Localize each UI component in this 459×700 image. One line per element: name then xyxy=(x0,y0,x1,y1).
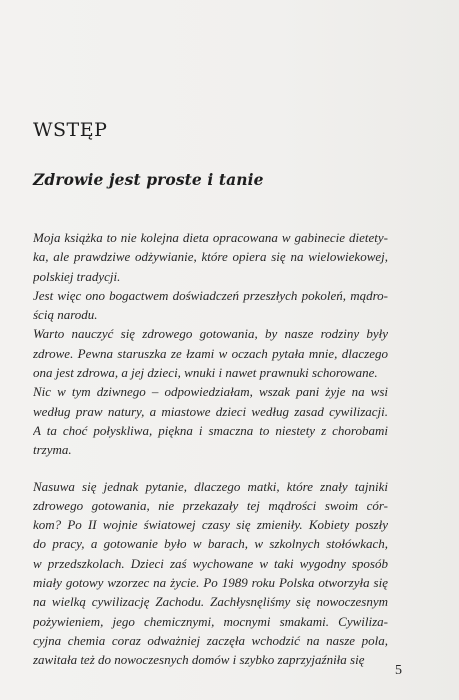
paragraph xyxy=(33,228,388,286)
text-line: Nic w tym dziwnego – odpowiedziałam, wszak pani żyje na wsi xyxy=(33,384,388,400)
text-line: ona jest zdrowa, a jej dzieci, wnuki i nawet prawnuki schorowane. xyxy=(33,365,378,381)
page-number: 5 xyxy=(395,663,402,678)
text-line: cyjna chemia coraz odważniej zaczęła wchodzić na nasze pola, xyxy=(33,632,388,648)
section-subheading: Zdrowie jest proste i tanie xyxy=(33,170,264,189)
text-line: A ta choć połyskliwa, piękna i smaczna to niestety z chorobami xyxy=(33,422,388,438)
text-line: Moja książka to nie kolejna dieta opracowana w gabinecie dietety- xyxy=(33,230,388,245)
bleed-through-text xyxy=(281,52,431,142)
text-line: w przedszkolach. Dzieci zaś wychowane w taki wygodny sposób xyxy=(33,555,388,571)
paragraph xyxy=(33,382,388,459)
text-line: Nasuwa się jednak pytanie, dlaczego matki, które znały tajniki xyxy=(33,478,388,494)
text-line: na wielką cywilizację Zachodu. Zachłysnęliśmy się nowoczesnym xyxy=(33,594,388,610)
text-line: polskiej tradycji. xyxy=(33,268,121,284)
text-line: ka, ale prawdziwe odżywianie, które opiera się na wielowiekowej, xyxy=(33,249,388,265)
text-line: Jest więc ono bogactwem doświadczeń przeszłych pokoleń, mądro- xyxy=(33,287,388,303)
paragraph-gap xyxy=(33,460,388,477)
text-line: pożywieniem, jego chemicznymi, mocnymi smakami. Cywiliza- xyxy=(33,613,388,629)
body-text xyxy=(33,228,388,670)
bleed-through-text-lower xyxy=(371,150,441,210)
text-line: do pracy, a gotowanie było w barach, w szkolnych stołówkach, xyxy=(33,536,388,552)
text-line: zdrowe. Pewna staruszka ze łzami w oczach pytała mnie, dlaczego xyxy=(33,345,388,361)
text-line: Warto nauczyć się zdrowego gotowania, by nasze rodziny były xyxy=(33,326,388,342)
text-line: według praw natury, a miastowe dzieci według zasad cywilizacji. xyxy=(33,403,388,419)
text-line: zawitała też do nowoczesnych domów i szybko zaprzyjaźniła się xyxy=(33,652,365,668)
text-line: ścią narodu. xyxy=(33,307,98,323)
text-line: trzyma. xyxy=(33,442,72,458)
paragraph xyxy=(33,324,388,382)
chapter-heading: WSTĘP xyxy=(33,119,108,141)
text-line: miały gotowy wzorzec na życie. Po 1989 roku Polska otworzyła się xyxy=(33,575,388,591)
paragraph xyxy=(33,477,388,670)
text-line: zdrowego gotowania, nie przekazały tej mądrości swoim cór- xyxy=(33,497,388,513)
text-line: kom? Po II wojnie światowej czasy się zmieniły. Kobiety poszły xyxy=(33,517,388,533)
paragraph xyxy=(33,286,388,325)
